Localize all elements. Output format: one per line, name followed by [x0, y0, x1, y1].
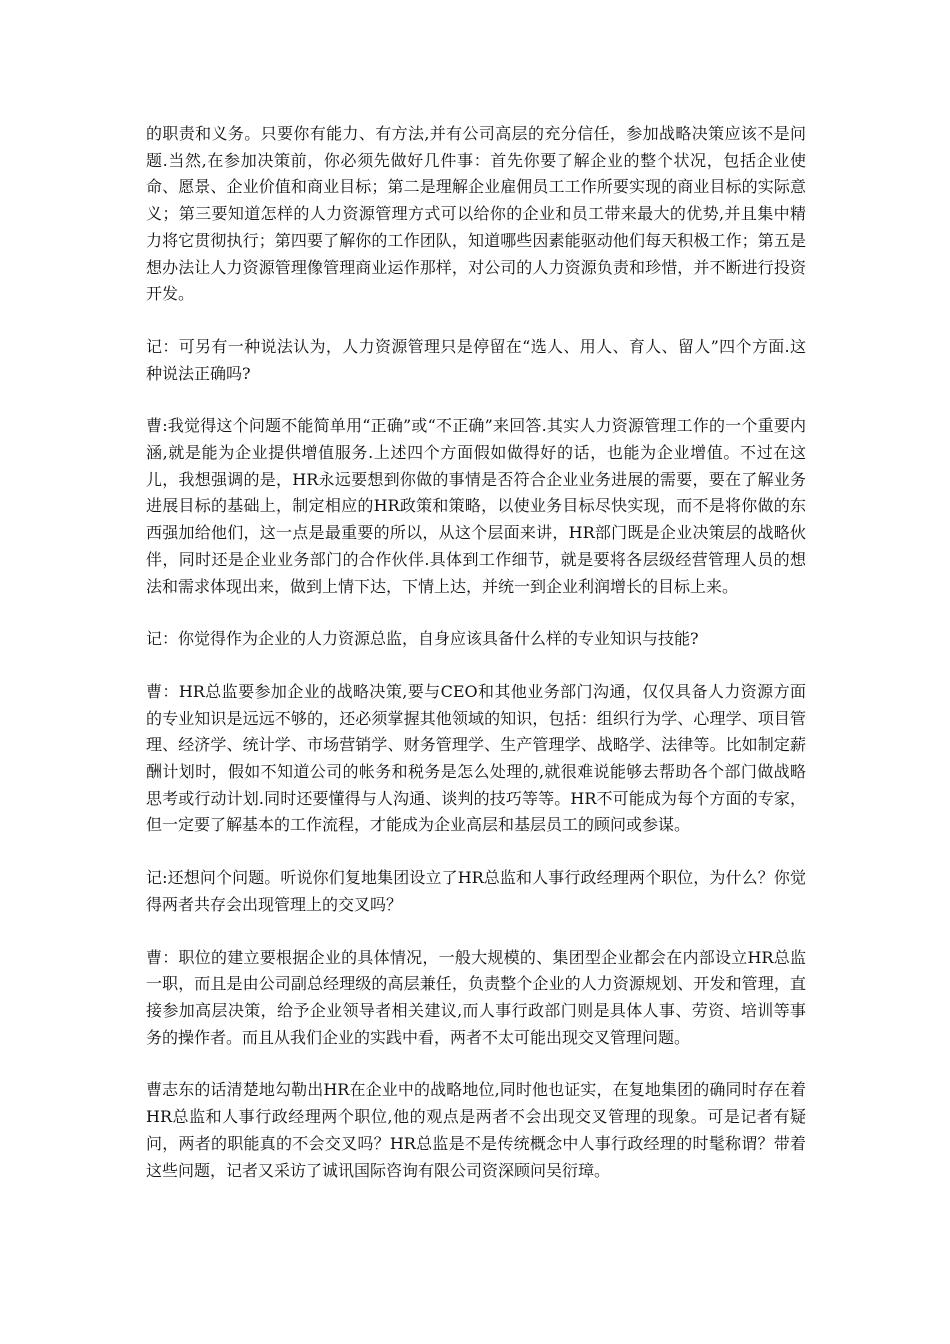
- paragraph-reporter-two-positions: 记:还想问个问题。听说你们复地集团设立了HR总监和人事行政经理两个职位，为什么？你觉得两者共存会出现管理上的交叉吗？: [146, 868, 806, 914]
- document-body: [146, 121, 806, 1210]
- paragraph-reporter-skills-question: 记：你觉得作为企业的人力资源总监，自身应该具备什么样的专业知识与技能?: [146, 629, 699, 649]
- paragraph-narrative-summary: 曹志东的话清楚地勾勒出HR在企业中的战略地位,同时他也证实，在复地集团的确同时存在着HR总监和人事行政经理两个职位,他的观点是两者不会出现交叉管理的现象。可是记者有疑问，两者的职能真的不会交叉吗？HR总监是不是传统概念中人事行政经理的时髦称谓？带着这些问题，记者又采访了诚讯国际咨询有限公司资深顾问吴衍璋。: [146, 1080, 806, 1180]
- paragraph-cao-responsibilities: 的职责和义务。只要你有能力、有方法,并有公司高层的充分信任，参加战略决策应该不是问题.当然,在参加决策前，你必须先做好几件事：首先你要了解企业的整个状况，包括企业使命、愿景、企业价值和商业目标；第二是理解企业雇佣员工工作所要实现的商业目标的实际意义；第三要知道怎样的人力资源管理方式可以给你的企业和员工带来最大的优势,并且集中精力将它贯彻执行；第四要了解你的工作团队，知道哪些因素能驱动他们每天积极工作；第五是想办法让人力资源管理像管理商业运作那样，对公司的人力资源负责和珍惜，并不断进行投资开发。: [146, 124, 806, 304]
- paragraph-cao-value-added: 曹:我觉得这个问题不能简单用“正确”或“不正确”来回答.其实人力资源管理工作的一个重要内涵,就是能为企业提供增值服务.上述四个方面假如做得好的话，也能为企业增值。不过在这儿，我想强调的是，HR永远要想到你做的事情是否符合企业业务进展的需要，要在了解业务进展目标的基础上，制定相应的HR政策和策略，以使业务目标尽快实现，而不是将你做的东西强加给他们，这一点是最重要的所以，从这个层面来讲，HR部门既是企业决策层的战略伙伴，同时还是企业业务部门的合作伙伴.具体到工作细节，就是要将各层级经营管理人员的想法和需求体现出来，做到上情下达，下情上达，并统一到企业利润增长的目标上来。: [146, 416, 806, 596]
- paragraph-reporter-four-aspects: 记：可另有一种说法认为，人力资源管理只是停留在“选人、用人、育人、留人”四个方面.这种说法正确吗?: [146, 336, 806, 383]
- paragraph-cao-hr-director-skills: 曹：HR总监要参加企业的战略决策,要与CEO和其他业务部门沟通，仅仅具备人力资源方面的专业知识是远远不够的，还必须掌握其他领域的知识，包括：组织行为学、心理学、项目管理、经济学、统计学、市场营销学、财务管理学、生产管理学、战略学、法律等。比如制定薪酬计划时，假如不知道公司的帐务和税务是怎么处理的,就很难说能够去帮助各个部门做战略思考或行动计划.同时还要懂得与人沟通、谈判的技巧等等。HR不可能成为每个方面的专家，但一定要了解基本的工作流程，才能成为企业高层和基层员工的顾问或参谋。: [146, 681, 806, 835]
- paragraph-cao-position-setup: 曹：职位的建立要根据企业的具体情况，一般大规模的、集团型企业都会在内部设立HR总监一职，而且是由公司副总经理级的高层兼任，负责整个企业的人力资源规划、开发和管理，直接参加高层决策，给予企业领导者相关建议,而人事行政部门则是具体人事、劳资、培训等事务的操作者。而且从我们企业的实践中看，两者不太可能出现交叉管理问题。: [146, 947, 806, 1047]
